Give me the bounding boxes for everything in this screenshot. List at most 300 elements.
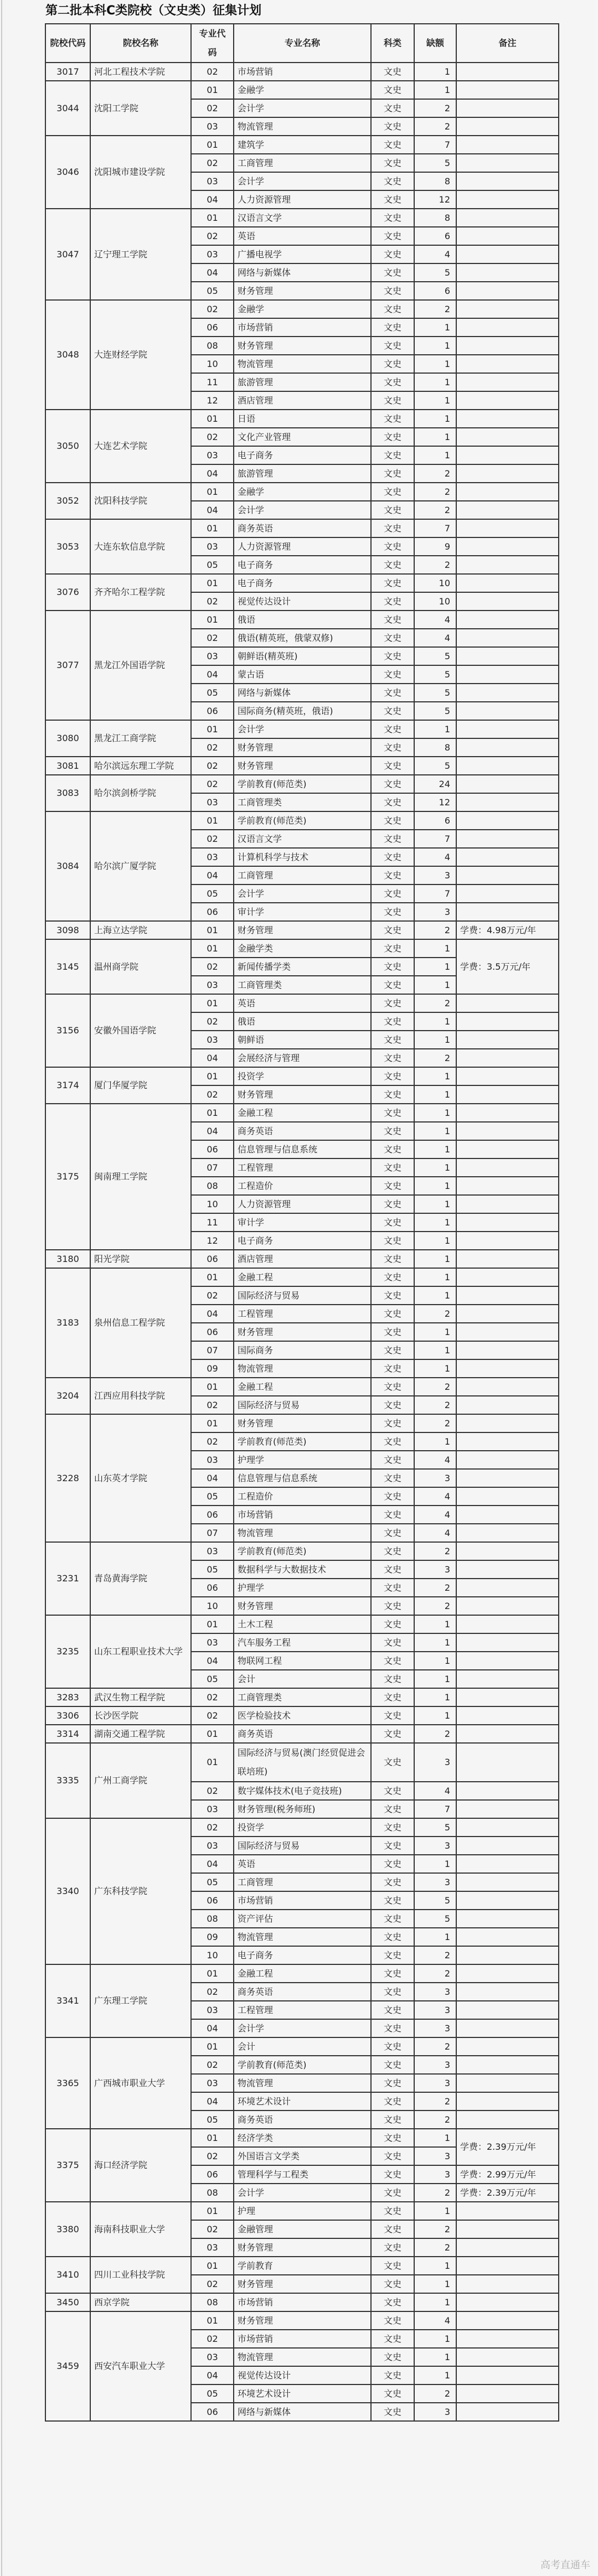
- school-name: 沈阳城市建设学院: [90, 136, 191, 209]
- major-name: 会计学: [234, 501, 371, 519]
- header-quota: 缺额: [414, 24, 456, 63]
- major-name: 文化产业管理: [234, 428, 371, 446]
- major-name: 国际经济与贸易: [234, 1837, 371, 1855]
- school-name: 四川工业科技学院: [90, 2257, 191, 2293]
- major-code: 02: [191, 1432, 234, 1451]
- note: [456, 994, 559, 1012]
- quota: 3: [414, 903, 456, 921]
- category: 文史: [371, 2366, 414, 2384]
- quota: 5: [414, 647, 456, 665]
- school-name: 沈阳科技学院: [90, 483, 191, 519]
- major-name: 护理学: [234, 1579, 371, 1597]
- major-name: 网络与新媒体: [234, 684, 371, 702]
- major-code: 02: [191, 830, 234, 848]
- category: 文史: [371, 939, 414, 958]
- major-name: 旅游管理: [234, 464, 371, 483]
- quota: 1: [414, 337, 456, 355]
- table-row: [45, 483, 559, 501]
- quota: 3: [414, 2147, 456, 2165]
- major-name: 物流管理: [234, 1928, 371, 1946]
- category: 文史: [371, 1688, 414, 1706]
- category: 文史: [371, 1012, 414, 1031]
- major-name: 工商管理类: [234, 976, 371, 994]
- quota: 2: [414, 501, 456, 519]
- major-name: 电子商务: [234, 574, 371, 592]
- quota: 2: [414, 2092, 456, 2111]
- major-name: 工程管理: [234, 1158, 371, 1177]
- category: 文史: [371, 1579, 414, 1597]
- table-row: [45, 1268, 559, 1286]
- major-name: 物流管理: [234, 2074, 371, 2092]
- major-code: 02: [191, 63, 234, 81]
- quota: 3: [414, 2019, 456, 2037]
- note: [456, 1177, 559, 1195]
- quota: 4: [414, 2311, 456, 2330]
- quota: 2: [414, 994, 456, 1012]
- major-name: 物联网工程: [234, 1652, 371, 1670]
- major-name: 新闻传播学类: [234, 958, 371, 976]
- major-name: 财务管理: [234, 757, 371, 775]
- note: [456, 2202, 559, 2220]
- category: 文史: [371, 209, 414, 227]
- quota: 1: [414, 1928, 456, 1946]
- table-row: [45, 63, 559, 81]
- major-name: 医学检验技术: [234, 1706, 371, 1725]
- school-name: 海南科技职业大学: [90, 2202, 191, 2257]
- major-code: 01: [191, 2311, 234, 2330]
- quota: 5: [414, 665, 456, 684]
- major-name: 物流管理: [234, 1524, 371, 1542]
- major-name: 工程造价: [234, 1177, 371, 1195]
- major-code: 02: [191, 154, 234, 172]
- major-code: 02: [191, 757, 234, 775]
- major-code: 02: [191, 592, 234, 611]
- major-code: 01: [191, 2129, 234, 2147]
- quota: 1: [414, 2257, 456, 2275]
- major-code: 02: [191, 1012, 234, 1031]
- category: 文史: [371, 355, 414, 373]
- table-row: [45, 1250, 559, 1268]
- major-name: 网络与新媒体: [234, 263, 371, 282]
- school-name: 大连财经学院: [90, 300, 191, 410]
- note: [456, 1688, 559, 1706]
- major-code: 02: [191, 1085, 234, 1104]
- table-row: [45, 1964, 559, 1983]
- quota: 1: [414, 1633, 456, 1652]
- major-name: 建筑学: [234, 136, 371, 154]
- category: 文史: [371, 537, 414, 556]
- major-code: 02: [191, 1706, 234, 1725]
- category: 文史: [371, 172, 414, 190]
- major-name: 朝鲜语: [234, 1031, 371, 1049]
- note: [456, 1837, 559, 1855]
- category: 文史: [371, 793, 414, 811]
- quota: 1: [414, 1615, 456, 1633]
- note: [456, 2220, 559, 2238]
- school-code: 3335: [45, 1743, 90, 1818]
- table-row: [45, 757, 559, 775]
- major-name: 学前教育(师范类): [234, 775, 371, 793]
- major-code: 11: [191, 373, 234, 391]
- note: [456, 245, 559, 263]
- major-code: 05: [191, 1560, 234, 1579]
- note: [456, 227, 559, 245]
- school-name: 海口经济学院: [90, 2129, 191, 2202]
- quota: 1: [414, 2348, 456, 2366]
- category: 文史: [371, 337, 414, 355]
- school-name: 黑龙江工商学院: [90, 720, 191, 757]
- note: [456, 1305, 559, 1323]
- quota: 4: [414, 611, 456, 629]
- note: [456, 2384, 559, 2403]
- major-name: 会计: [234, 2037, 371, 2056]
- note: [456, 738, 559, 757]
- category: 文史: [371, 665, 414, 684]
- major-code: 08: [191, 337, 234, 355]
- quota: 1: [414, 373, 456, 391]
- category: 文史: [371, 2019, 414, 2037]
- school-name: 黑龙江外国语学院: [90, 611, 191, 720]
- major-name: 会展经济与管理: [234, 1049, 371, 1067]
- major-code: 06: [191, 1579, 234, 1597]
- major-code: 04: [191, 1049, 234, 1067]
- major-name: 会计学: [234, 720, 371, 738]
- note: [456, 1250, 559, 1268]
- quota: 2: [414, 1396, 456, 1414]
- note: [456, 1524, 559, 1542]
- note: [456, 2257, 559, 2275]
- note: [456, 81, 559, 99]
- note: [456, 1396, 559, 1414]
- quota: 3: [414, 2403, 456, 2421]
- quota: 1: [414, 1706, 456, 1725]
- quota: 5: [414, 154, 456, 172]
- school-name: 长沙医学院: [90, 1706, 191, 1725]
- major-name: 工商管理类: [234, 793, 371, 811]
- quota: 2: [414, 1542, 456, 1560]
- school-code: 3017: [45, 63, 90, 81]
- note: [456, 1067, 559, 1085]
- category: 文史: [371, 2165, 414, 2184]
- school-code: 3306: [45, 1706, 90, 1725]
- table-row: [45, 811, 559, 830]
- category: 文史: [371, 245, 414, 263]
- page-title: 第二批本科C类院校（文史类）征集计划: [45, 4, 262, 18]
- quota: 1: [414, 81, 456, 99]
- note: [456, 1891, 559, 1910]
- category: 文史: [371, 99, 414, 117]
- note: [456, 2275, 559, 2293]
- note: [456, 263, 559, 282]
- quota: 1: [414, 2129, 456, 2147]
- school-code: 3076: [45, 574, 90, 611]
- major-code: 03: [191, 172, 234, 190]
- table-row: [45, 2311, 559, 2330]
- major-code: 05: [191, 2111, 234, 2129]
- major-name: 视觉传达设计: [234, 592, 371, 611]
- category: 文史: [371, 154, 414, 172]
- school-code: 3053: [45, 519, 90, 574]
- major-code: 02: [191, 2330, 234, 2348]
- quota: 7: [414, 830, 456, 848]
- school-name: 湖南交通工程学院: [90, 1725, 191, 1743]
- major-code: 09: [191, 1928, 234, 1946]
- note: [456, 775, 559, 793]
- note: [456, 1122, 559, 1140]
- major-code: 01: [191, 1067, 234, 1085]
- quota: 7: [414, 1800, 456, 1818]
- school-name: 厦门华厦学院: [90, 1067, 191, 1104]
- quota: 4: [414, 629, 456, 647]
- major-name: 财务管理(税务师班): [234, 1800, 371, 1818]
- note: [456, 1743, 559, 1782]
- note: [456, 2330, 559, 2348]
- school-code: 3044: [45, 81, 90, 136]
- major-name: 网络与新媒体: [234, 2403, 371, 2421]
- major-code: 02: [191, 738, 234, 757]
- note: [456, 1012, 559, 1031]
- major-name: 电子商务: [234, 556, 371, 574]
- major-code: 04: [191, 1122, 234, 1140]
- note: [456, 1378, 559, 1396]
- note: [456, 1506, 559, 1524]
- major-code: 02: [191, 1818, 234, 1837]
- quota: 1: [414, 1855, 456, 1873]
- note: [456, 1049, 559, 1067]
- quota: 1: [414, 1158, 456, 1177]
- category: 文史: [371, 117, 414, 136]
- page-edge: [1, 0, 2, 2576]
- major-code: 04: [191, 263, 234, 282]
- school-name: 哈尔滨剑桥学院: [90, 775, 191, 811]
- note: [456, 373, 559, 391]
- table-row: [45, 2257, 559, 2275]
- category: 文史: [371, 1359, 414, 1378]
- major-name: 财务管理: [234, 1414, 371, 1432]
- category: 文史: [371, 1122, 414, 1140]
- category: 文史: [371, 1964, 414, 1983]
- major-code: 11: [191, 1213, 234, 1232]
- major-name: 人力资源管理: [234, 537, 371, 556]
- category: 文史: [371, 2220, 414, 2238]
- major-name: 工程管理: [234, 1305, 371, 1323]
- major-name: 财务管理: [234, 2238, 371, 2257]
- note: [456, 337, 559, 355]
- school-code: 3375: [45, 2129, 90, 2202]
- school-code: 3314: [45, 1725, 90, 1743]
- category: 文史: [371, 574, 414, 592]
- category: 文史: [371, 1652, 414, 1670]
- quota: 1: [414, 1286, 456, 1305]
- major-name: 国际经济与贸易(澳门经贸促进会联培班): [234, 1743, 371, 1782]
- category: 文史: [371, 884, 414, 903]
- major-name: 物流管理: [234, 2348, 371, 2366]
- note: [456, 2403, 559, 2421]
- note: [456, 866, 559, 884]
- note: 学费：3.5万元/年: [456, 939, 559, 994]
- major-code: 01: [191, 483, 234, 501]
- quota: 1: [414, 958, 456, 976]
- category: 文史: [371, 1524, 414, 1542]
- school-code: 3228: [45, 1414, 90, 1542]
- quota: 2: [414, 2384, 456, 2403]
- note: [456, 2238, 559, 2257]
- major-code: 04: [191, 1652, 234, 1670]
- major-name: 英语: [234, 994, 371, 1012]
- category: 文史: [371, 1597, 414, 1615]
- major-name: 工程管理: [234, 2001, 371, 2019]
- quota: 1: [414, 1104, 456, 1122]
- note: [456, 684, 559, 702]
- major-code: 02: [191, 99, 234, 117]
- major-code: 03: [191, 1542, 234, 1560]
- quota: 1: [414, 2202, 456, 2220]
- major-code: 02: [191, 1688, 234, 1706]
- school-code: 3459: [45, 2311, 90, 2421]
- major-name: 环境艺术设计: [234, 2092, 371, 2111]
- note: [456, 209, 559, 227]
- quota: 1: [414, 2330, 456, 2348]
- major-name: 会计学: [234, 99, 371, 117]
- note: 学费：2.99万元/年: [456, 2165, 559, 2184]
- major-name: 汉语言文学: [234, 209, 371, 227]
- note: [456, 1818, 559, 1837]
- major-code: 01: [191, 1615, 234, 1633]
- table-row: [45, 1615, 559, 1633]
- major-name: 环境艺术设计: [234, 2384, 371, 2403]
- category: 文史: [371, 830, 414, 848]
- major-name: 电子商务: [234, 446, 371, 464]
- school-code: 3048: [45, 300, 90, 410]
- note: [456, 1873, 559, 1891]
- major-name: 学前教育(师范类): [234, 1432, 371, 1451]
- school-name: 泉州信息工程学院: [90, 1268, 191, 1378]
- quota: 4: [414, 245, 456, 263]
- major-code: 06: [191, 2403, 234, 2421]
- quota: 24: [414, 775, 456, 793]
- category: 文史: [371, 2330, 414, 2348]
- quota: 1: [414, 1652, 456, 1670]
- table-header-row: [45, 24, 559, 63]
- quota: 1: [414, 2366, 456, 2384]
- note: [456, 410, 559, 428]
- major-code: 04: [191, 501, 234, 519]
- major-code: 10: [191, 1195, 234, 1213]
- quota: 4: [414, 1782, 456, 1800]
- table-row: [45, 1378, 559, 1396]
- category: 文史: [371, 1049, 414, 1067]
- major-code: 05: [191, 1873, 234, 1891]
- major-name: 物流管理: [234, 1359, 371, 1378]
- major-name: 财务管理: [234, 2275, 371, 2293]
- major-name: 旅游管理: [234, 373, 371, 391]
- major-code: 01: [191, 720, 234, 738]
- note: [456, 1615, 559, 1633]
- table-row: [45, 300, 559, 318]
- quota: 10: [414, 592, 456, 611]
- school-code: 3365: [45, 2037, 90, 2129]
- major-name: 经济学类: [234, 2129, 371, 2147]
- major-code: 02: [191, 2056, 234, 2074]
- note: [456, 1597, 559, 1615]
- school-name: 广东科技学院: [90, 1818, 191, 1964]
- school-name: 大连东软信息学院: [90, 519, 191, 574]
- category: 文史: [371, 2202, 414, 2220]
- major-name: 金融学: [234, 81, 371, 99]
- table-row: [45, 939, 559, 958]
- quota: 1: [414, 428, 456, 446]
- major-code: 02: [191, 300, 234, 318]
- major-name: 工商管理: [234, 866, 371, 884]
- quota: 1: [414, 1195, 456, 1213]
- category: 文史: [371, 720, 414, 738]
- table-row: [45, 1104, 559, 1122]
- table-row: [45, 611, 559, 629]
- major-code: 05: [191, 556, 234, 574]
- quota: 2: [414, 2037, 456, 2056]
- school-name: 闽南理工学院: [90, 1104, 191, 1250]
- major-code: 08: [191, 2293, 234, 2311]
- quota: 2: [414, 1946, 456, 1964]
- category: 文史: [371, 519, 414, 537]
- category: 文史: [371, 2384, 414, 2403]
- table-row: [45, 994, 559, 1012]
- note: [456, 1928, 559, 1946]
- category: 文史: [371, 921, 414, 939]
- quota: 3: [414, 1837, 456, 1855]
- major-code: 01: [191, 574, 234, 592]
- school-code: 3084: [45, 811, 90, 921]
- category: 文史: [371, 2238, 414, 2257]
- category: 文史: [371, 1910, 414, 1928]
- category: 文史: [371, 483, 414, 501]
- major-code: 02: [191, 2275, 234, 2293]
- note: [456, 391, 559, 410]
- major-name: 市场营销: [234, 63, 371, 81]
- quota: 2: [414, 2111, 456, 2129]
- category: 文史: [371, 2092, 414, 2111]
- school-code: 3080: [45, 720, 90, 757]
- major-code: 03: [191, 245, 234, 263]
- note: [456, 2111, 559, 2129]
- category: 文史: [371, 136, 414, 154]
- major-code: 10: [191, 1946, 234, 1964]
- school-code: 3174: [45, 1067, 90, 1104]
- note: [456, 318, 559, 337]
- note: [456, 1031, 559, 1049]
- major-name: 金融工程: [234, 1378, 371, 1396]
- category: 文史: [371, 1560, 414, 1579]
- major-code: 01: [191, 81, 234, 99]
- category: 文史: [371, 1158, 414, 1177]
- category: 文史: [371, 738, 414, 757]
- category: 文史: [371, 2074, 414, 2092]
- note: [456, 1964, 559, 1983]
- quota: 1: [414, 1177, 456, 1195]
- quota: 3: [414, 1469, 456, 1487]
- quota: 2: [414, 464, 456, 483]
- quota: 7: [414, 519, 456, 537]
- quota: 1: [414, 1122, 456, 1140]
- major-name: 金融学类: [234, 939, 371, 958]
- note: [456, 1341, 559, 1359]
- note: [456, 1542, 559, 1560]
- major-name: 国际经济与贸易: [234, 1396, 371, 1414]
- quota: 1: [414, 1140, 456, 1158]
- major-name: 酒店管理: [234, 1250, 371, 1268]
- note: [456, 1085, 559, 1104]
- quota: 4: [414, 1506, 456, 1524]
